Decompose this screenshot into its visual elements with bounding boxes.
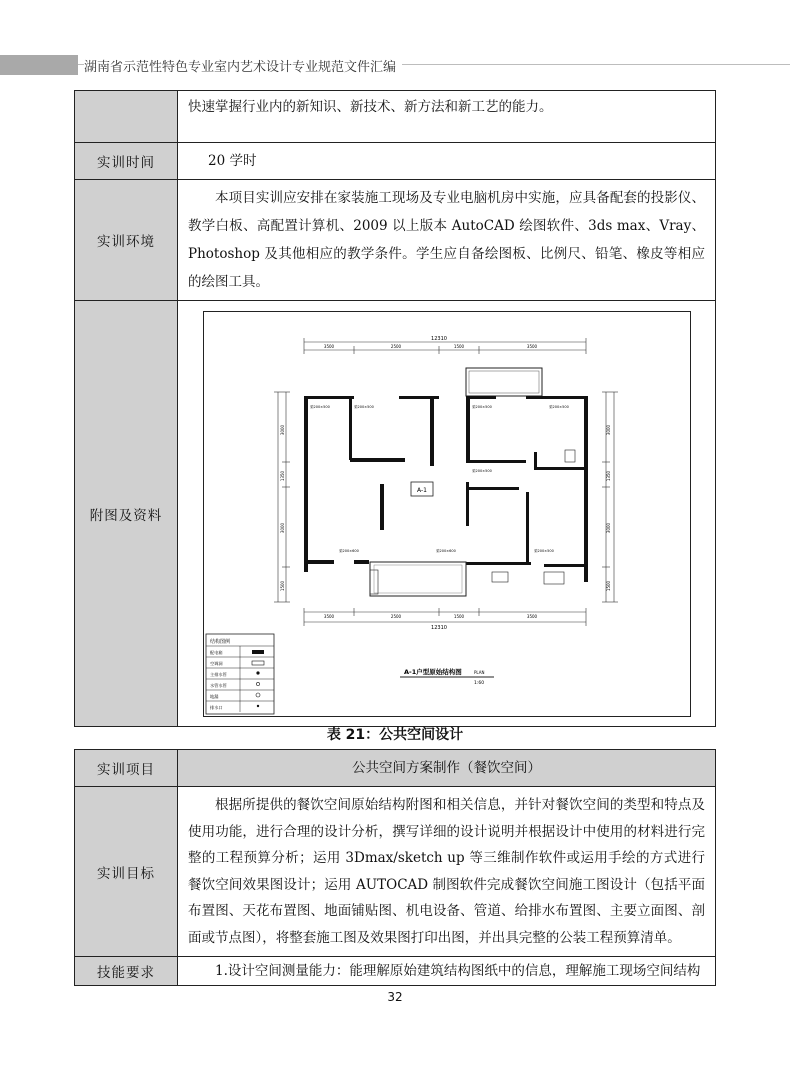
dim-left: 3000 <box>279 424 285 435</box>
beam-label: 梁200×500 <box>309 404 330 409</box>
training-table-bottom <box>74 749 716 986</box>
legend-item: 水管水管 <box>209 682 227 688</box>
skill-label: 技能要求 <box>75 957 178 986</box>
legend-item: 地漏 <box>209 693 218 699</box>
beam-label: 梁200×500 <box>471 404 492 409</box>
legend-item: 空调洞 <box>209 660 223 666</box>
training-time-label: 实训时间 <box>75 143 178 180</box>
title-block <box>394 662 504 692</box>
table-row <box>75 750 716 787</box>
table-row <box>75 91 716 143</box>
project-label: 实训项目 <box>75 750 178 787</box>
running-header <box>0 55 790 75</box>
training-env-label: 实训环境 <box>75 180 178 301</box>
header-title: 湖南省示范性特色专业室内艺术设计专业规范文件汇编 <box>84 56 402 75</box>
dim-top-sub: 1500 <box>453 343 464 349</box>
floor-plan-drawing <box>203 311 691 717</box>
legend-item: 配电箱 <box>209 649 223 655</box>
dim-top-sub: 3500 <box>526 343 537 349</box>
dim-top-total: 12310 <box>430 335 447 342</box>
dim-bottom: 2500 <box>390 613 401 619</box>
dim-left: 1350 <box>279 470 285 481</box>
dim-bottom: 3500 <box>323 613 334 619</box>
table-row <box>75 957 716 986</box>
page-number: 32 <box>387 990 403 1004</box>
goal-label: 实训目标 <box>75 787 178 957</box>
training-env-text: 本项目实训应安排在家装施工现场及专业电脑机房中实施，应具备配套的投影仪、教学白板、高配置计算机、2009 以上版本 AutoCAD 绘图软件、3ds max、Vray、Photoshop 及其他相应的教学条件。学生应自备绘图板、比例尺、铅笔、橡皮等相应的绘图工具。 <box>178 180 716 301</box>
skill-text: 1.设计空间测量能力：能理解原始建筑结构图纸中的信息，理解施工现场空间结构 <box>178 957 716 986</box>
beam-label: 梁200×500 <box>533 548 554 553</box>
beam-label: 梁200×500 <box>353 404 374 409</box>
dim-right: 1500 <box>605 580 611 591</box>
plan-label: PLAN <box>473 669 484 675</box>
table-row <box>75 180 716 301</box>
scale-label: 1:60 <box>473 680 484 686</box>
floor-plan-svg <box>204 312 690 716</box>
dim-top-sub: 2500 <box>390 343 401 349</box>
empty-label-cell <box>75 91 178 143</box>
project-value: 公共空间方案制作（餐饮空间） <box>178 750 716 787</box>
beam-label: 梁200×500 <box>548 404 569 409</box>
dim-top-sub: 3500 <box>323 343 334 349</box>
attachment-label: 附图及资料 <box>75 301 178 727</box>
table-row <box>75 301 716 727</box>
dim-left: 3000 <box>279 522 285 533</box>
dim-bottom-total: 12310 <box>430 624 447 631</box>
beam-label: 梁200×600 <box>435 548 456 553</box>
dim-left: 1500 <box>279 580 285 591</box>
dim-right: 3000 <box>605 424 611 435</box>
beam-label: 梁200×500 <box>471 468 492 473</box>
legend-item: 排水口 <box>209 704 223 710</box>
dim-right: 3000 <box>605 522 611 533</box>
header-grey-block <box>0 55 78 75</box>
table-caption: 表 21：公共空间设计 <box>326 727 464 743</box>
training-table-top <box>74 90 716 727</box>
beam-label: 梁200×600 <box>338 548 359 553</box>
drawing-title: A-1户型原始结构图 <box>403 667 462 676</box>
training-time-value: 20 学时 <box>178 143 716 180</box>
dim-right: 1350 <box>605 470 611 481</box>
dim-bottom: 1500 <box>453 613 464 619</box>
table-row <box>75 787 716 957</box>
table-row <box>75 143 716 180</box>
dim-bottom: 3500 <box>526 613 537 619</box>
legend-item: 主排水管 <box>209 671 227 677</box>
legend-title: 结构图例 <box>209 638 230 645</box>
attachment-cell <box>178 301 716 727</box>
legend-box <box>206 634 274 714</box>
room-tag: A-1 <box>416 486 427 494</box>
ability-text: 快速掌握行业内的新知识、新技术、新方法和新工艺的能力。 <box>178 91 716 143</box>
goal-text: 根据所提供的餐饮空间原始结构附图和相关信息，并针对餐饮空间的类型和特点及使用功能，进行合理的设计分析，撰写详细的设计说明并根据设计中使用的材料进行完整的工程预算分析；运用 3Dmax/sketch up 等三维制作软件或运用手绘的方式进行餐饮空间效果图设计；运用 AUTOCAD 制图软件完成餐饮空间施工图设计（包括平面布置图、天花布置图、地面铺贴图、机电设备、管道、给排水布置图、主要立面图、剖面或节点图），将整套施工图及效果图打印出图，并出具完整的公装工程预算清单。 <box>178 787 716 957</box>
